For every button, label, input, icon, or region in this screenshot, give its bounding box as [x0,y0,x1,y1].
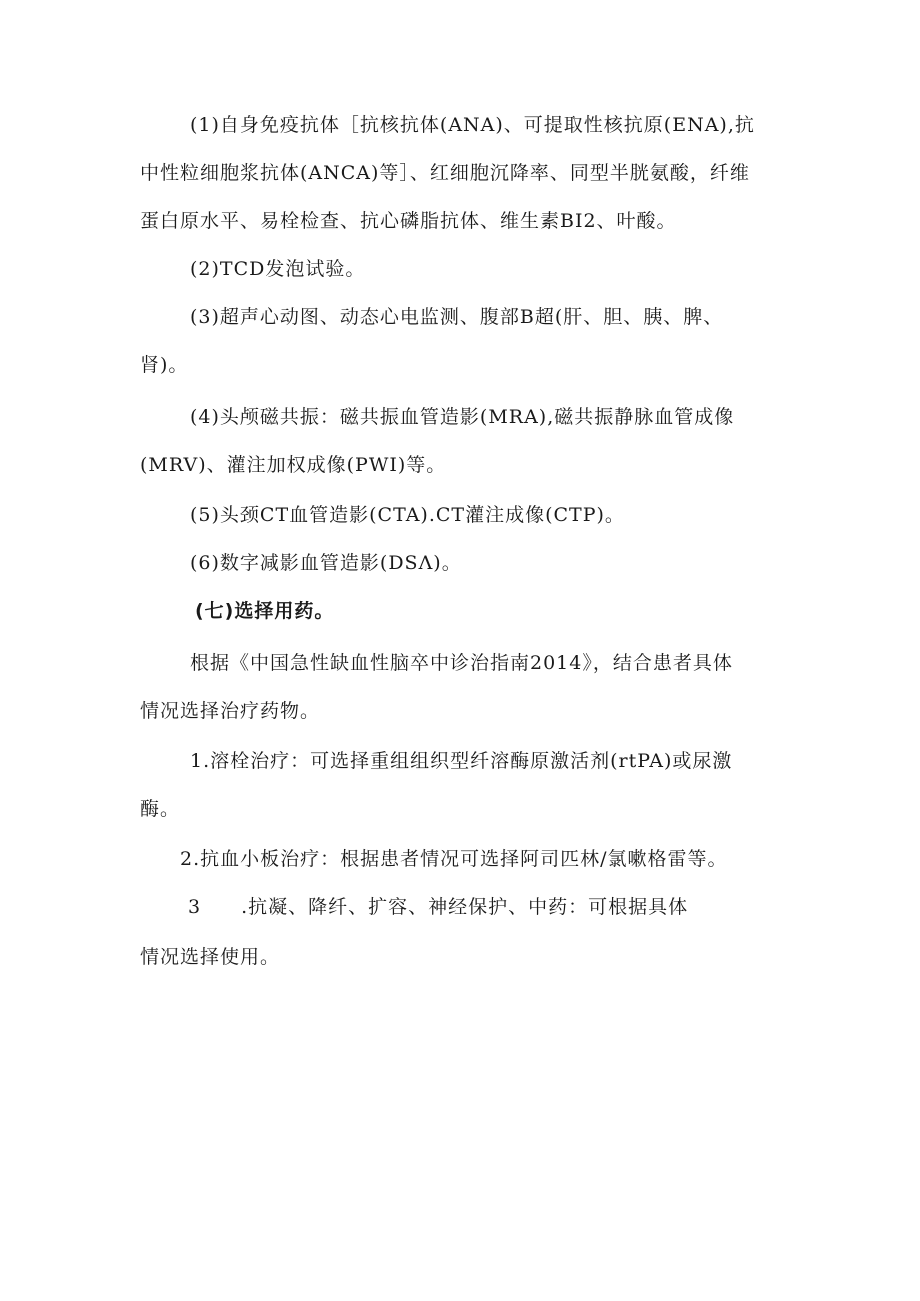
paragraph-line-5: (3)超声心动图、动态心电监测、腹部B超(肝、胆、胰、脾、 [190,306,724,328]
paragraph-line-3: 蛋白原水平、易栓检查、抗心磷脂抗体、维生素BI2、叶酸。 [140,210,677,232]
paragraph-line-12: 根据《中国急性缺血性脑卒中诊治指南2014》，结合患者具体 [190,652,733,674]
paragraph-line-18: 情况选择使用。 [140,946,281,968]
paragraph-line-17: 3 .抗凝、降纤、扩容、神经保护、中药：可根据具体 [188,896,689,918]
section-heading: (七)选择用药。 [195,600,335,622]
paragraph-line-6: 肾)。 [140,354,189,376]
paragraph-line-10: (6)数字减影血管造影(DSΛ)。 [190,552,462,574]
paragraph-line-15: 酶。 [140,798,181,820]
paragraph-line-7: (4)头颅磁共振：磁共振血管造影(MRA),磁共振静脉血管成像 [190,406,735,428]
paragraph-line-9: (5)头颈CT血管造影(CTA).CT灌注成像(CTP)。 [190,504,625,526]
paragraph-line-13: 情况选择治疗药物。 [140,700,321,722]
paragraph-line-1: (1)自身免疫抗体［抗核抗体(ANA)、可提取性核抗原(ENA),抗 [190,114,755,136]
paragraph-line-16: 2.抗血小板治疗：根据患者情况可选择阿司匹林/氯嗽格雷等。 [180,848,728,870]
paragraph-line-2: 中性粒细胞浆抗体(ANCA)等］、红细胞沉降率、同型半胱氨酸，纤维 [140,162,750,184]
paragraph-line-8: (MRV)、灌注加权成像(PWI)等。 [140,454,447,476]
paragraph-line-14: 1.溶栓治疗：可选择重组组织型纤溶酶原激活剂(rtPA)或尿激 [190,750,733,772]
paragraph-line-4: (2)TCD发泡试验。 [190,258,366,280]
